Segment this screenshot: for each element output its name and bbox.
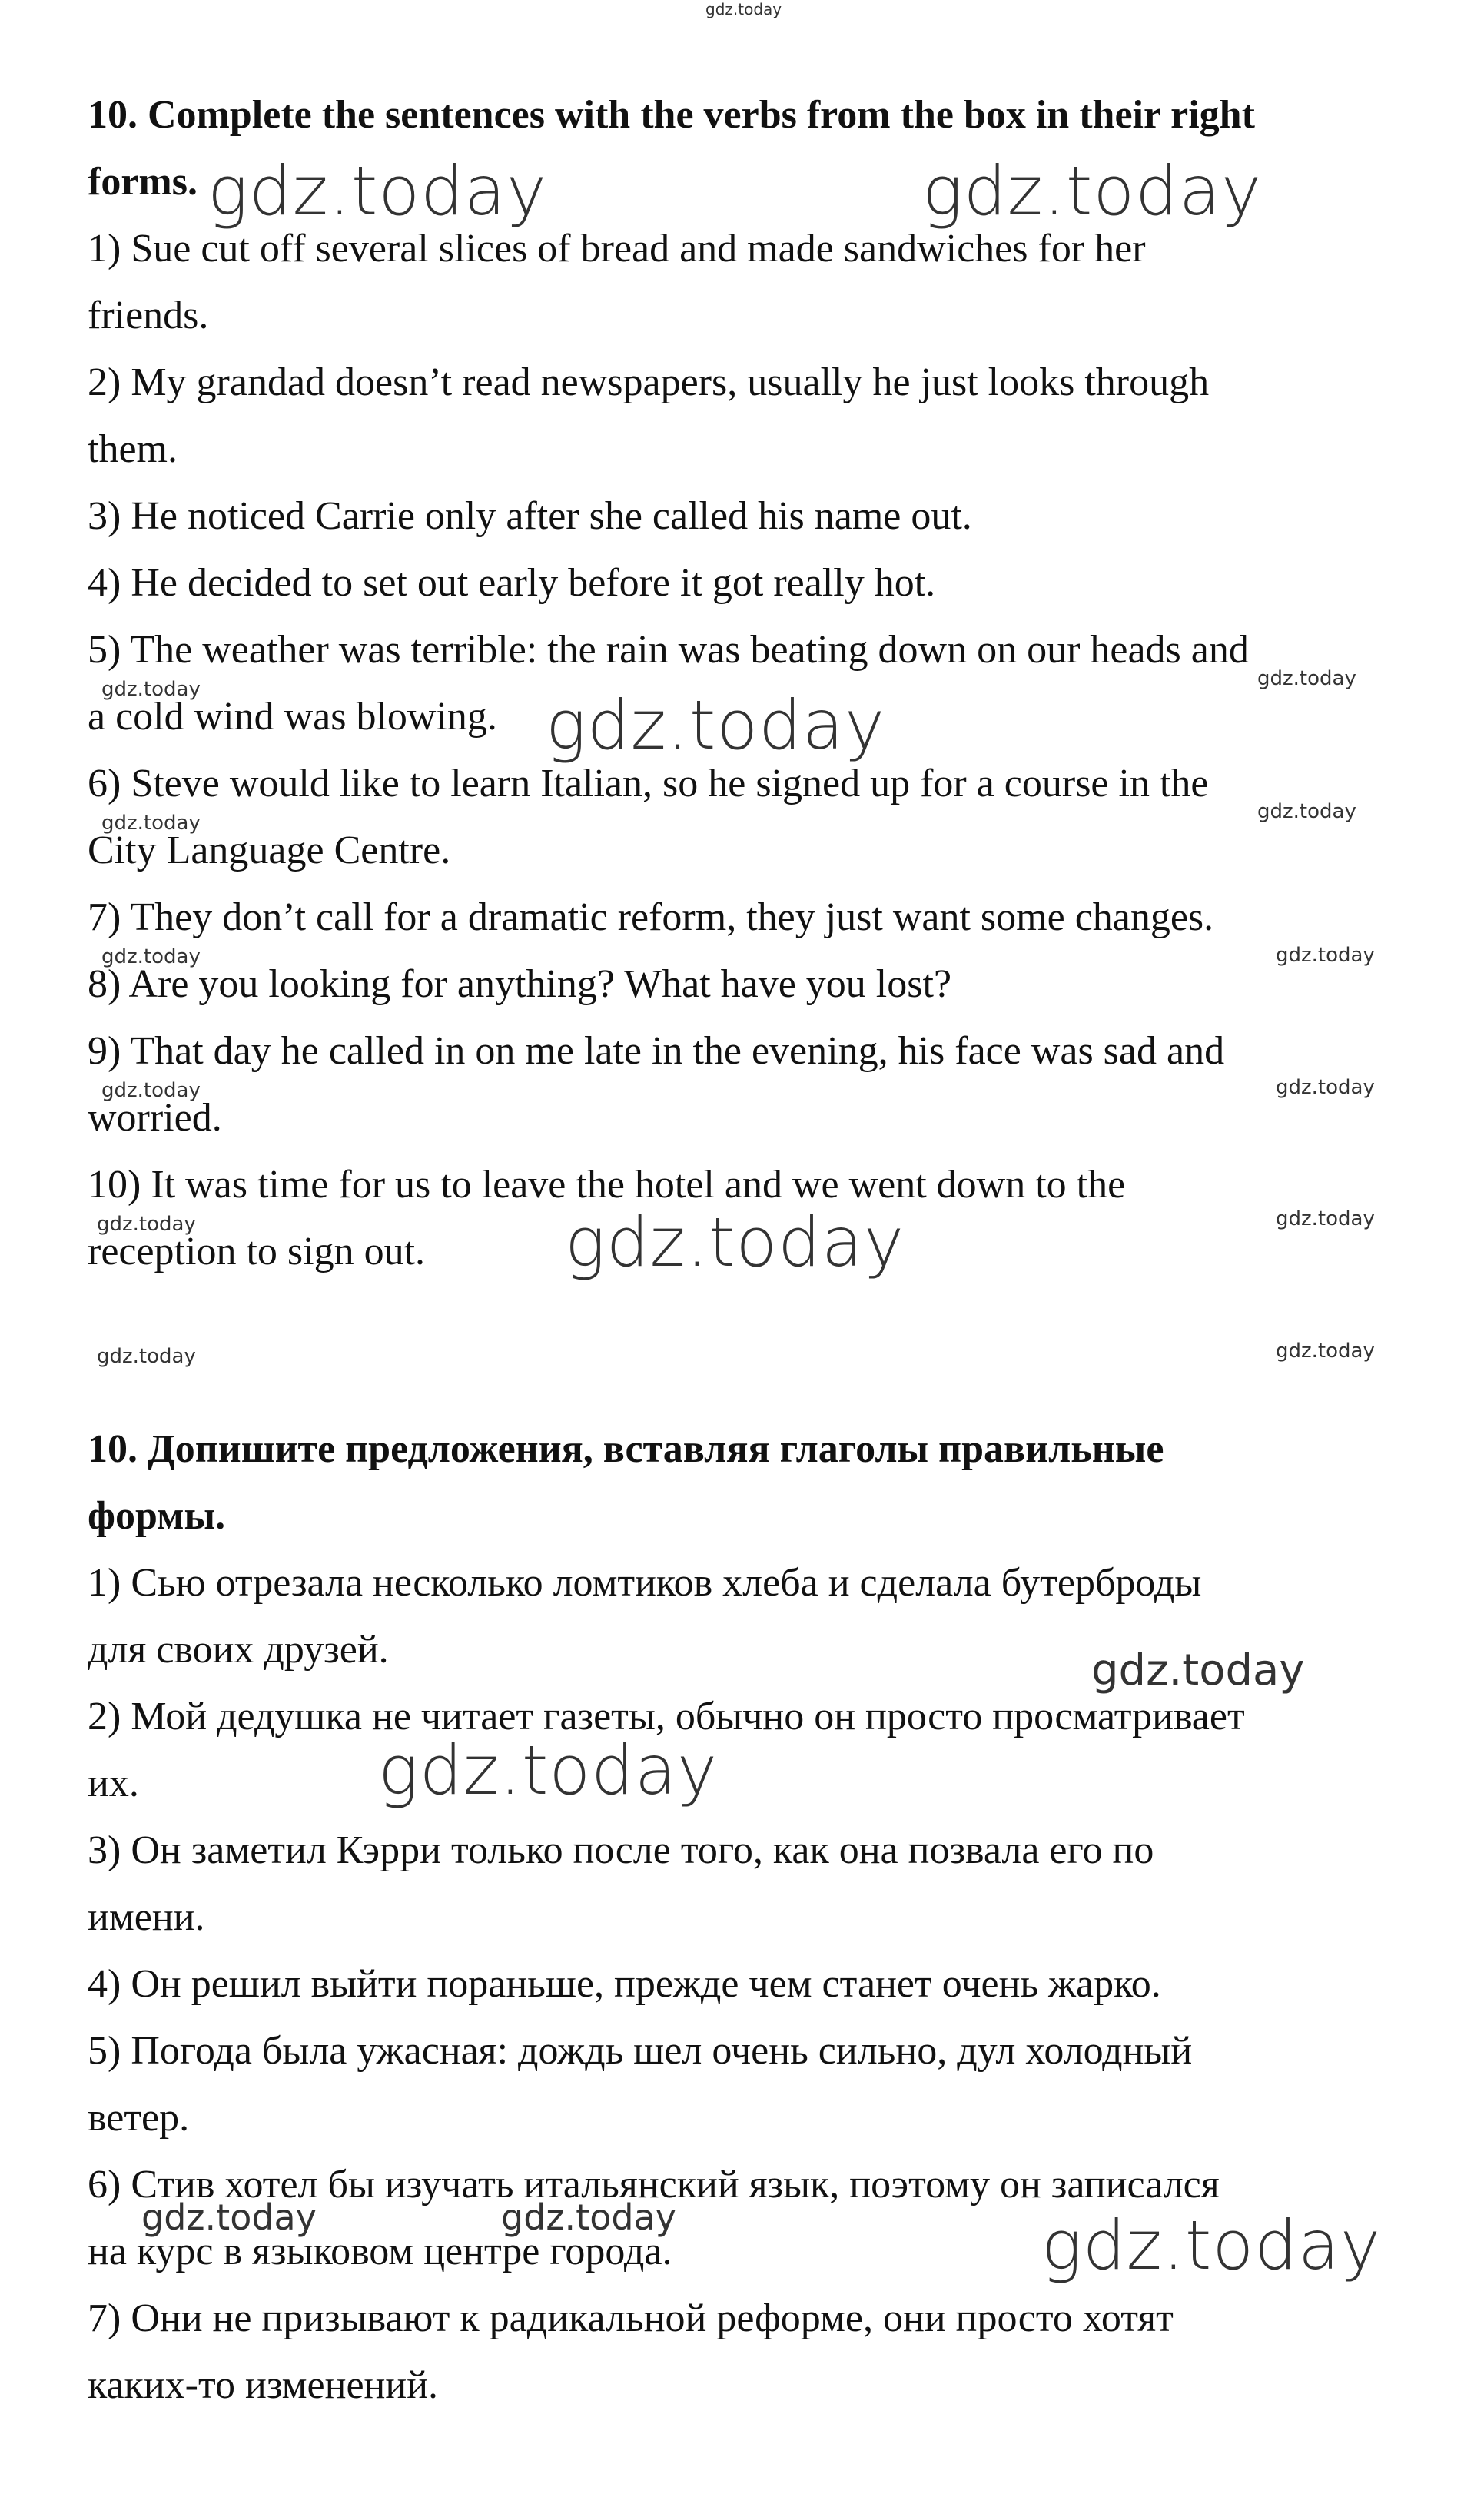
watermark: gdz.today bbox=[501, 2197, 676, 2238]
translation-line: каких-то изменений. bbox=[88, 2363, 439, 2407]
exercise-heading-en-line-1: 10. Complete the sentences with the verbs from the box in their right bbox=[88, 93, 1255, 137]
answer-line: friends. bbox=[88, 294, 209, 337]
translation-line: 6) Стив хотел бы изучать итальянский язык, поэтому он записался bbox=[88, 2163, 1220, 2206]
answer-line: a cold wind was blowing. bbox=[88, 695, 497, 739]
answer-line: 5) The weather was terrible: the rain was beating down on our heads and bbox=[88, 628, 1249, 672]
answer-line: City Language Centre. bbox=[88, 828, 451, 872]
translation-line: 5) Погода была ужасная: дождь шел очень сильно, дул холодный bbox=[88, 2029, 1193, 2073]
answer-line: 6) Steve would like to learn Italian, so he signed up for a course in the bbox=[88, 762, 1209, 805]
answer-line: 1) Sue cut off several slices of bread and made sandwiches for her bbox=[88, 227, 1146, 271]
exercise-heading-ru-line-2: формы. bbox=[88, 1494, 226, 1538]
answer-line: 8) Are you looking for anything? What have you lost? bbox=[88, 962, 952, 1006]
watermark: gdz.today bbox=[705, 0, 782, 18]
watermark: gdz.today bbox=[101, 945, 201, 968]
answer-line: 9) That day he called in on me late in the evening, his face was sad and bbox=[88, 1029, 1225, 1073]
translation-line: 2) Мой дедушка не читает газеты, обычно он просто просматривает bbox=[88, 1695, 1245, 1738]
watermark: gdz.today bbox=[97, 1213, 196, 1236]
watermark: gdz.today bbox=[101, 678, 201, 701]
translation-line: для своих друзей. bbox=[88, 1628, 389, 1672]
watermark: gdz.today bbox=[546, 686, 886, 765]
answer-line: them. bbox=[88, 427, 178, 471]
translation-line: 4) Он решил выйти пораньше, прежде чем станет очень жарко. bbox=[88, 1962, 1161, 2006]
watermark: gdz.today bbox=[1276, 944, 1375, 967]
translation-line: 3) Он заметил Кэрри только после того, как она позвала его по bbox=[88, 1828, 1154, 1872]
watermark: gdz.today bbox=[1276, 1207, 1375, 1230]
watermark: gdz.today bbox=[922, 151, 1263, 231]
answer-line: 4) He decided to set out early before it got really hot. bbox=[88, 561, 936, 605]
watermark: gdz.today bbox=[1276, 1340, 1375, 1363]
translation-line: имени. bbox=[88, 1895, 205, 1939]
watermark: gdz.today bbox=[1257, 667, 1356, 690]
watermark: gdz.today bbox=[101, 1079, 201, 1102]
answer-line: worried. bbox=[88, 1096, 222, 1140]
watermark: gdz.today bbox=[1257, 800, 1356, 823]
watermark: gdz.today bbox=[101, 812, 201, 835]
watermark: gdz.today bbox=[207, 151, 548, 231]
translation-line: ветер. bbox=[88, 2096, 190, 2140]
watermark: gdz.today bbox=[141, 2197, 317, 2238]
answer-line: 2) My grandad doesn’t read newspapers, usually he just looks through bbox=[88, 360, 1210, 404]
translation-line: на курс в языковом центре города. bbox=[88, 2230, 672, 2273]
watermark: gdz.today bbox=[378, 1731, 719, 1810]
watermark: gdz.today bbox=[565, 1203, 905, 1282]
translation-line: их. bbox=[88, 1762, 139, 1805]
answer-line: 10) It was time for us to leave the hotel and we went down to the bbox=[88, 1163, 1126, 1207]
exercise-heading-ru-line-1: 10. Допишите предложения, вставляя глаголы правильные bbox=[88, 1427, 1164, 1471]
translation-line: 7) Они не призывают к радикальной реформе, они просто хотят bbox=[88, 2296, 1174, 2340]
watermark: gdz.today bbox=[1276, 1076, 1375, 1099]
answer-line: reception to sign out. bbox=[88, 1230, 426, 1273]
answer-line: 3) He noticed Carrie only after she called his name out. bbox=[88, 494, 972, 538]
exercise-heading-en-line-2: forms. bbox=[88, 160, 198, 204]
watermark: gdz.today bbox=[1091, 1645, 1305, 1695]
translation-line: 1) Сью отрезала несколько ломтиков хлеба и сделала бутерброды bbox=[88, 1561, 1202, 1605]
answer-line: 7) They don’t call for a dramatic reform, they just want some changes. bbox=[88, 895, 1214, 939]
watermark: gdz.today bbox=[97, 1345, 196, 1368]
watermark: gdz.today bbox=[1041, 2206, 1382, 2285]
